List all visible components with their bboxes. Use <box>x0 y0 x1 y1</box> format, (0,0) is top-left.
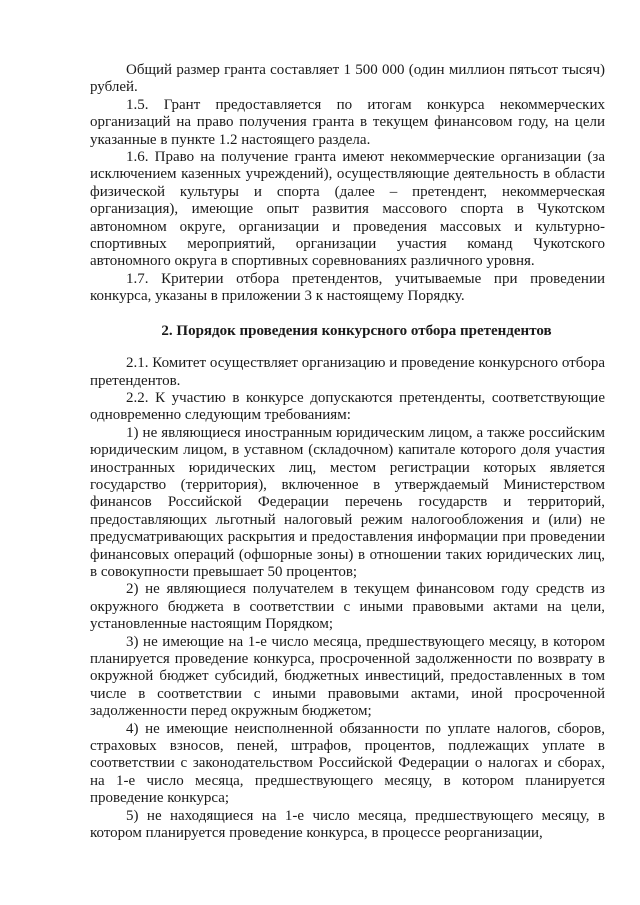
requirement-2: 2) не являющиеся получателем в текущем финансовом году средств из окружного бюджета в соответствии с иными правовыми актами на цели, установленные настоящим Порядком; <box>90 581 605 633</box>
grant-amount-paragraph: Общий размер гранта составляет 1 500 000 (один миллион пятьсот тысяч) рублей. <box>90 62 605 96</box>
section-2-heading: 2. Порядок проведения конкурсного отбора претендентов <box>161 322 552 339</box>
requirement-5: 5) не находящиеся на 1-е число месяца, предшествующего месяцу, в котором планируется проведение конкурса, в процессе реорганизации, <box>90 807 605 842</box>
clause-1-5: 1.5. Грант предоставляется по итогам конкурса некоммерческих организаций на право получения гранта в текущем финансовом году, на цели указанные в пункте 1.2 настоящего раздела. <box>90 96 605 148</box>
clause-1-6: 1.6. Право на получение гранта имеют некоммерческие организации (за исключением казенных учреждений), осуществляющие деятельность в области физической культуры и спорта (далее – претендент, некоммерческая организация), имеющие опыт развития массового спорта в Чукотском автономном округе, организации и проведения массовых и культурно-спортивных мероприятий, организации участия команд Чукотского автономного округа в спортивных соревнованиях различного уровня. <box>90 149 605 270</box>
clause-2-2: 2.2. К участию в конкурсе допускаются претенденты, соответствующие одновременно следующим требованиям: <box>90 389 605 424</box>
requirement-1: 1) не являющиеся иностранным юридическим лицом, а также российским юридическим лицом, в уставном (складочном) капитале которого доля участия иностранных юридических лиц, местом регистрации которых является государство (территория), включенное в утверждаемый Министерством финансов Российской Федерации перечень государств и территорий, предоставляющих льготный налоговый режим налогообложения и (или) не предусматривающих раскрытия и предоставления информации при проведении финансовых операций (офшорные зоны) в отношении таких юридических лиц, в совокупности превышает 50 процентов; <box>90 424 605 580</box>
requirement-4: 4) не имеющие неисполненной обязанности по уплате налогов, сборов, страховых взносов, пеней, штрафов, процентов, подлежащих уплате в соответствии с законодательством Российской Федерации о налогах и сборах, на 1-е число месяца, предшествующего месяцу, в котором планируется проведение конкурса; <box>90 720 605 807</box>
document-page <box>90 62 605 842</box>
clause-2-1: 2.1. Комитет осуществляет организацию и проведение конкурсного отбора претендентов. <box>90 355 605 389</box>
clause-1-7: 1.7. Критерии отбора претендентов, учитываемые при проведении конкурса, указаны в приложении 3 к настоящему Порядку. <box>90 270 605 305</box>
requirement-3: 3) не имеющие на 1-е число месяца, предшествующего месяцу, в котором планируется проведение конкурса, просроченной задолженности по возврату в окружной бюджет субсидий, бюджетных инвестиций, предоставленных в том числе в соответствии с иными правовыми актами, иной просроченной задолженности перед окружным бюджетом; <box>90 633 605 720</box>
